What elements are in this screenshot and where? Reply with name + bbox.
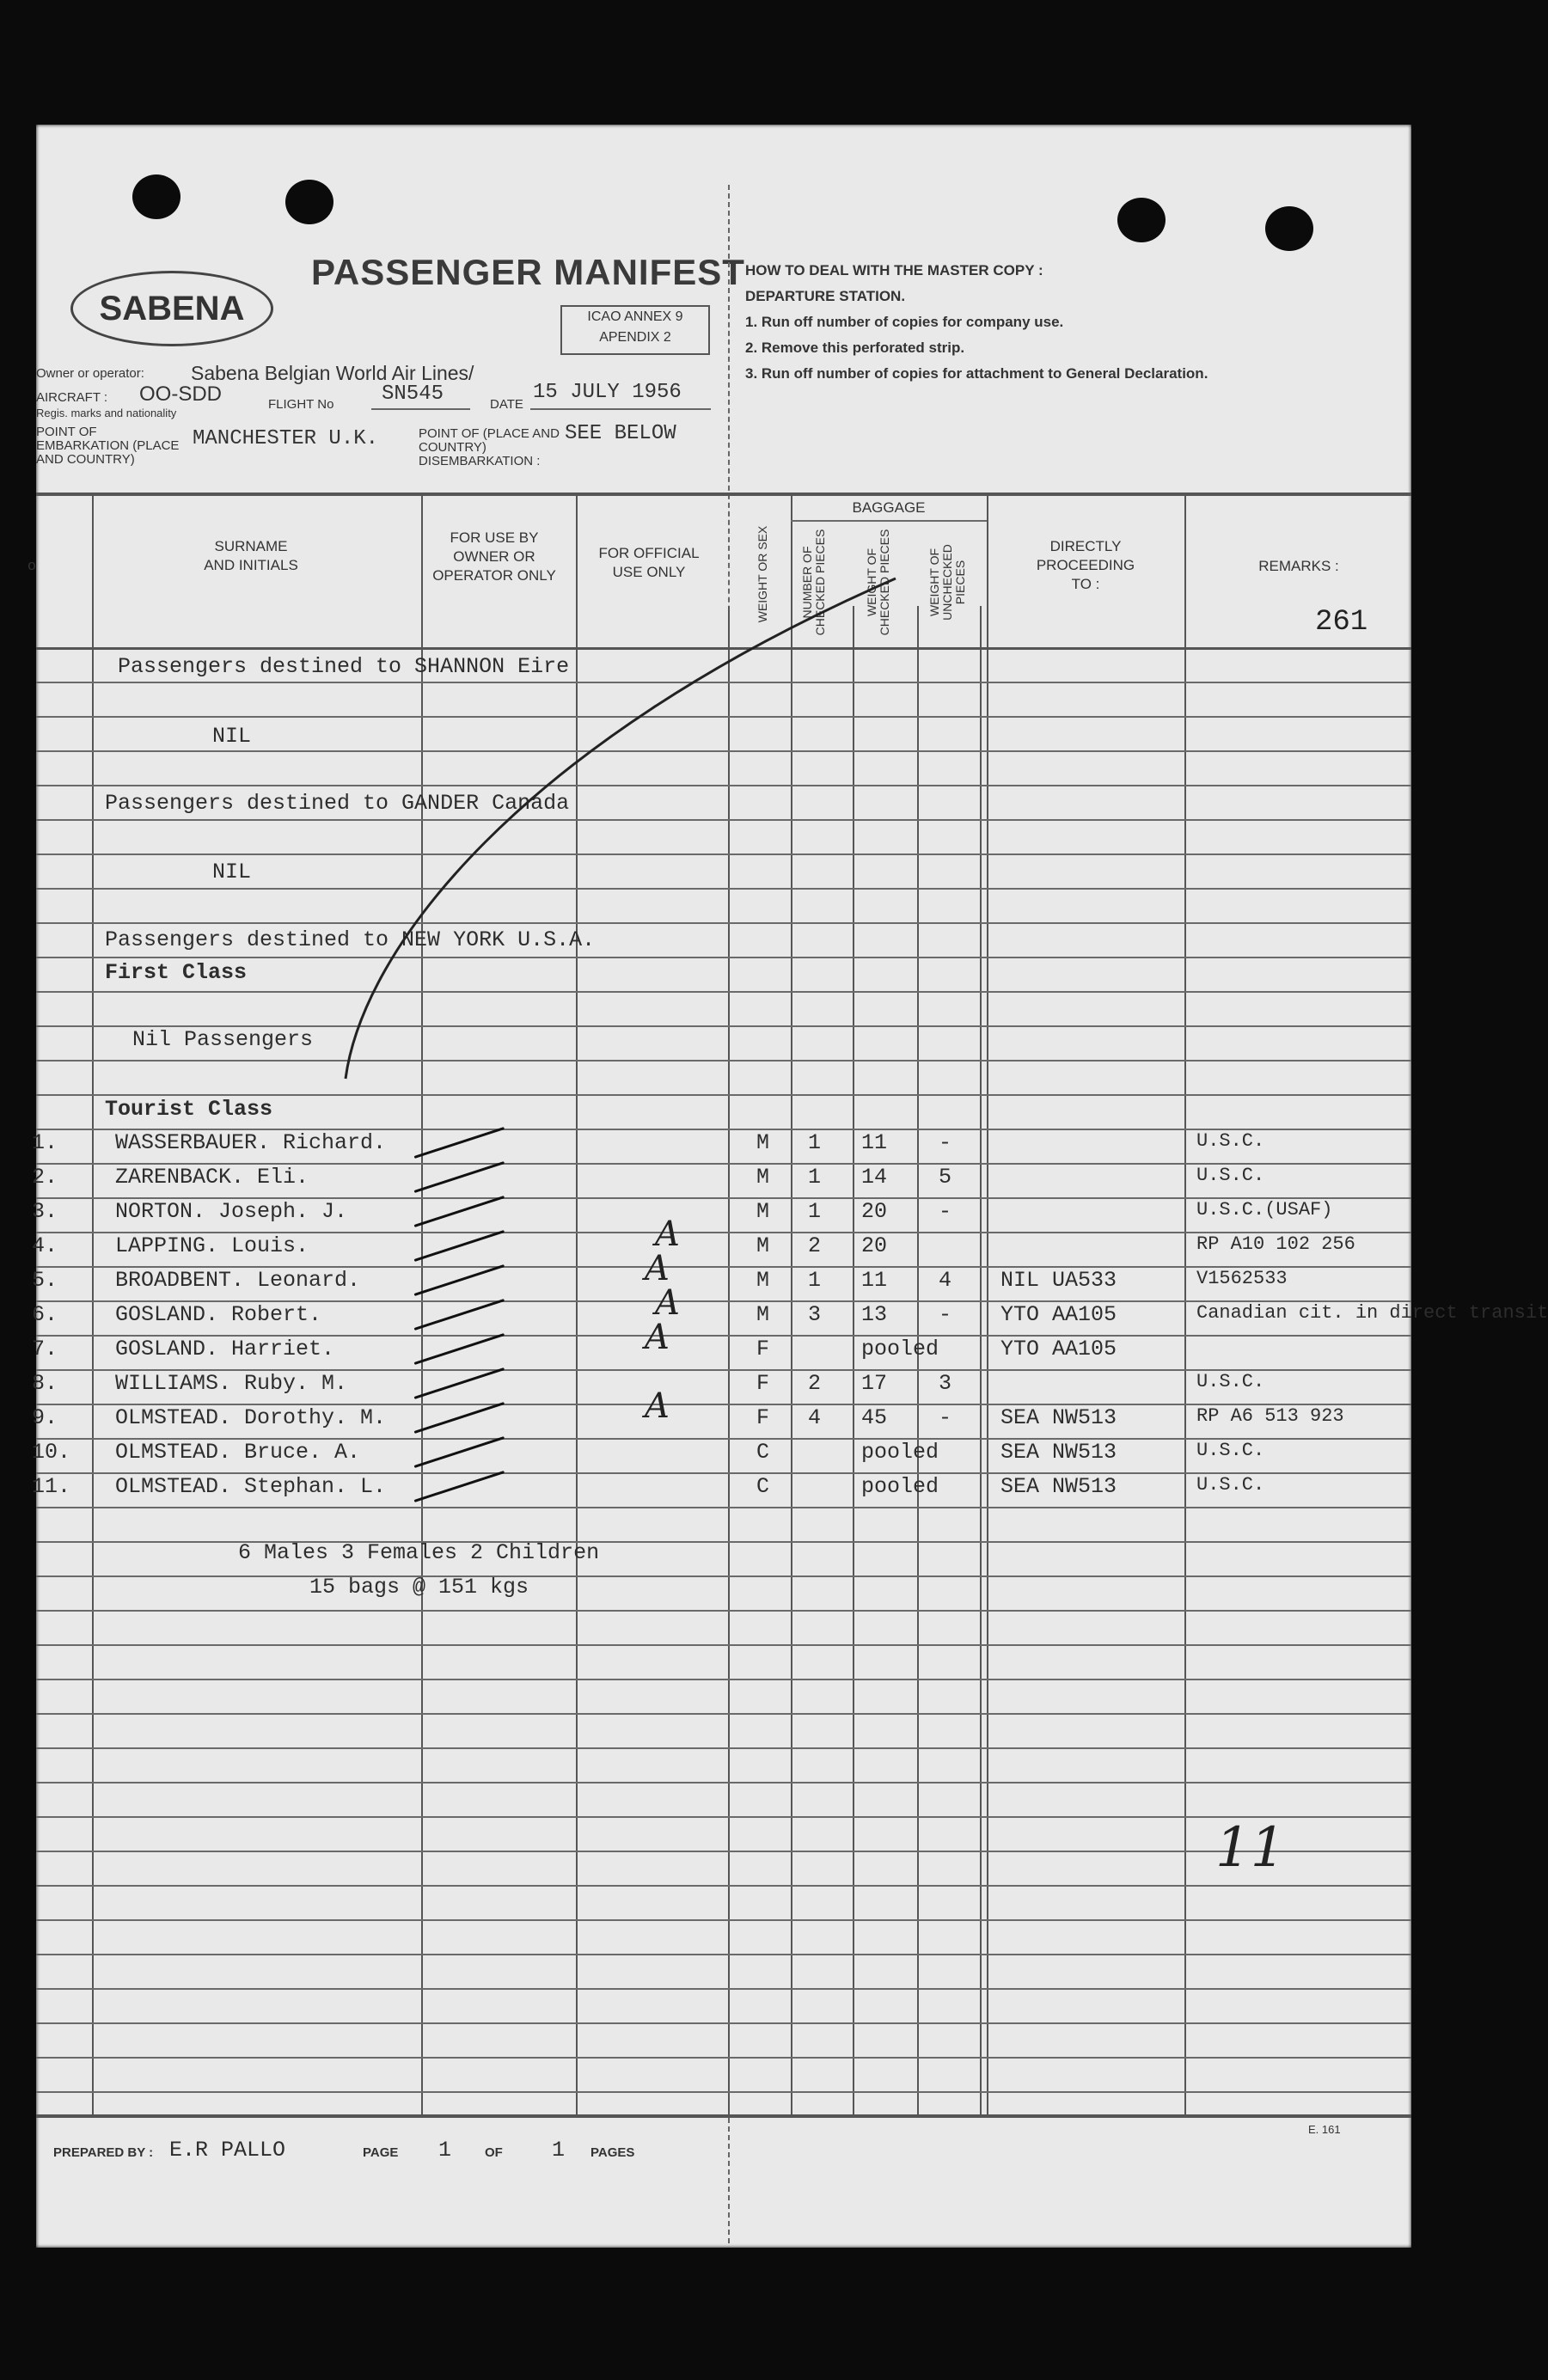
proceeding-to: YTO AA105 [1000, 1337, 1117, 1361]
proceeding-to: NIL UA533 [1000, 1268, 1117, 1293]
checked-pieces: 3 [808, 1302, 822, 1327]
passenger-remarks: U.S.C.(USAF) [1196, 1199, 1333, 1221]
section-newyork: Passengers destined to NEW YORK U.S.A. [105, 927, 596, 952]
passenger-no: 4. [32, 1233, 58, 1258]
col-no-header: o [28, 557, 36, 573]
checked-pieces: 4 [808, 1405, 822, 1430]
checked-pieces: 1 [808, 1130, 822, 1155]
col-official-header: FOR OFFICIAL USE ONLY [598, 545, 700, 580]
flight-label: FLIGHT No [268, 397, 334, 412]
checked-weight: pooled [861, 1474, 939, 1499]
checked-weight: pooled [861, 1337, 939, 1361]
icao-line2: APENDIX 2 [599, 330, 671, 345]
checked-weight: 14 [861, 1165, 888, 1190]
proceeding-to: SEA NW513 [1000, 1405, 1117, 1430]
passenger-no: 1. [32, 1130, 58, 1155]
summary-line1: 6 Males 3 Females 2 Children [238, 1540, 600, 1565]
unchecked-weight: - [939, 1130, 952, 1155]
passenger-name: ZARENBACK. Eli. [115, 1165, 309, 1190]
passenger-sex: M [756, 1233, 770, 1258]
page-value: 1 [438, 2138, 452, 2163]
passenger-name: NORTON. Joseph. J. [115, 1199, 348, 1224]
instruction-item: 1. Run off number of copies for company use. [745, 314, 1064, 330]
passenger-name: LAPPING. Louis. [115, 1233, 309, 1258]
prepared-label: PREPARED BY : [53, 2145, 154, 2160]
instruction-item: 3. Run off number of copies for attachment to General Declaration. [745, 365, 1208, 382]
date-label: DATE [490, 397, 523, 412]
operator-label: Owner or operator: [36, 366, 144, 381]
icao-line1: ICAO ANNEX 9 [587, 309, 683, 324]
embark-label: POINT OF EMBARKATION (PLACE AND COUNTRY) [36, 425, 180, 467]
passenger-remarks: U.S.C. [1196, 1440, 1265, 1461]
date-value: 15 JULY 1956 [533, 381, 682, 404]
passenger-sex: C [756, 1474, 770, 1499]
passenger-no: 8. [32, 1371, 58, 1396]
pages-label: PAGES [590, 2145, 635, 2160]
col-num-checked-header: NUMBER OF CHECKED PIECES [800, 529, 827, 636]
form-code: E. 161 [1308, 2123, 1341, 2136]
checked-pieces: 2 [808, 1233, 822, 1258]
section-gander: Passengers destined to GANDER Canada [105, 791, 570, 816]
passenger-name: WILLIAMS. Ruby. M. [115, 1371, 348, 1396]
passenger-remarks: U.S.C. [1196, 1474, 1265, 1496]
passenger-remarks: U.S.C. [1196, 1371, 1265, 1392]
passenger-name: GOSLAND. Harriet. [115, 1337, 335, 1361]
unchecked-weight: - [939, 1199, 952, 1224]
disembark-value: SEE BELOW [565, 422, 676, 445]
proceeding-to: SEA NW513 [1000, 1474, 1117, 1499]
checked-weight: pooled [861, 1440, 939, 1465]
proceeding-to: SEA NW513 [1000, 1440, 1117, 1465]
passenger-name: BROADBENT. Leonard. [115, 1268, 361, 1293]
col-directly-header: DIRECTLY PROCEEDING TO : [1036, 538, 1135, 592]
passenger-no: 6. [32, 1302, 58, 1327]
col-baggage-header: BAGGAGE [852, 499, 926, 516]
passenger-remarks: V1562533 [1196, 1268, 1288, 1289]
embark-value: MANCHESTER U.K. [193, 427, 379, 450]
prepared-value: E.R PALLO [169, 2138, 286, 2163]
unchecked-weight: - [939, 1405, 952, 1430]
flight-value: SN545 [382, 382, 444, 406]
passenger-name: WASSERBAUER. Richard. [115, 1130, 387, 1155]
section-nil-passengers: Nil Passengers [132, 1027, 314, 1052]
col-remarks-header: REMARKS : [1258, 558, 1339, 574]
logo-text: SABENA [99, 289, 245, 327]
handwritten-mark: A [655, 1214, 680, 1254]
passenger-sex: M [756, 1268, 770, 1293]
col-weight-unchecked-header: WEIGHT OF UNCHECKED PIECES [927, 544, 967, 621]
unchecked-weight: 3 [939, 1371, 952, 1396]
manifest-sheet [28, 125, 1548, 2248]
passenger-no: 3. [32, 1199, 58, 1224]
checked-weight: 13 [861, 1302, 888, 1327]
checked-weight: 45 [861, 1405, 888, 1430]
passenger-remarks: U.S.C. [1196, 1130, 1265, 1152]
passenger-sex: F [756, 1405, 770, 1430]
passenger-sex: M [756, 1199, 770, 1224]
passenger-no: 10. [32, 1440, 71, 1465]
checked-weight: 20 [861, 1199, 888, 1224]
unchecked-weight: 5 [939, 1165, 952, 1190]
handwritten-curve [36, 125, 1411, 2248]
passenger-no: 7. [32, 1337, 58, 1361]
passenger-sex: M [756, 1130, 770, 1155]
passenger-sex: C [756, 1440, 770, 1465]
unchecked-weight: - [939, 1302, 952, 1327]
col-weight-checked-header: WEIGHT OF CHECKED PIECES [865, 529, 891, 636]
passenger-name: OLMSTEAD. Stephan. L. [115, 1474, 387, 1499]
instructions-title: HOW TO DEAL WITH THE MASTER COPY : [745, 262, 1043, 278]
passenger-name: GOSLAND. Robert. [115, 1302, 322, 1327]
checked-weight: 20 [861, 1233, 888, 1258]
checked-weight: 11 [861, 1268, 888, 1293]
passenger-remarks: U.S.C. [1196, 1165, 1265, 1186]
page-label: PAGE [363, 2145, 399, 2160]
section-first-class: First Class [105, 960, 248, 985]
passenger-sex: M [756, 1165, 770, 1190]
aircraft-label: AIRCRAFT : [36, 390, 108, 405]
handwritten-mark: A [645, 1318, 670, 1357]
checked-pieces: 1 [808, 1268, 822, 1293]
checked-pieces: 1 [808, 1165, 822, 1190]
section-shannon: Passengers destined to SHANNON Eire [118, 654, 570, 679]
section-nil: NIL [212, 860, 252, 884]
col-weight-sex-header: WEIGHT OR SEX [756, 525, 769, 623]
passenger-sex: F [756, 1371, 770, 1396]
summary-line2: 15 bags @ 151 kgs [309, 1575, 529, 1600]
operator-value: Sabena Belgian World Air Lines/ [191, 362, 474, 384]
proceeding-to: YTO AA105 [1000, 1302, 1117, 1327]
passenger-name: OLMSTEAD. Dorothy. M. [115, 1405, 387, 1430]
section-nil: NIL [212, 724, 252, 749]
handwritten-mark: A [655, 1283, 680, 1323]
of-value: 1 [552, 2138, 566, 2163]
passenger-remarks: Canadian cit. in direct transit [1196, 1302, 1548, 1324]
page-stamp: 261 [1315, 606, 1368, 639]
passenger-name: OLMSTEAD. Bruce. A. [115, 1440, 361, 1465]
aircraft-value: OO-SDD [139, 382, 222, 406]
passenger-remarks: RP A10 102 256 [1196, 1233, 1355, 1255]
unchecked-weight: 4 [939, 1268, 952, 1293]
passenger-sex: F [756, 1337, 770, 1361]
passenger-no: 11. [32, 1474, 71, 1499]
checked-pieces: 2 [808, 1371, 822, 1396]
passenger-no: 2. [32, 1165, 58, 1190]
handwritten-mark: A [645, 1249, 670, 1288]
passenger-remarks: RP A6 513 923 [1196, 1405, 1344, 1427]
disembark-label: POINT OF (PLACE AND COUNTRY) DISEMBARKATION : [419, 426, 560, 468]
regis-label: Regis. marks and nationality [36, 407, 177, 419]
checked-weight: 11 [861, 1130, 888, 1155]
checked-pieces: 1 [808, 1199, 822, 1224]
page-title: PASSENGER MANIFEST [311, 252, 745, 292]
col-surname-header: SURNAME AND INITIALS [204, 538, 298, 573]
section-tourist-class: Tourist Class [105, 1097, 273, 1122]
passenger-no: 5. [32, 1268, 58, 1293]
instructions-subtitle: DEPARTURE STATION. [745, 288, 906, 304]
passenger-no: 9. [32, 1405, 58, 1430]
checked-weight: 17 [861, 1371, 888, 1396]
col-owner-header: FOR USE BY OWNER OR OPERATOR ONLY [432, 529, 556, 584]
handwritten-mark: A [645, 1386, 670, 1426]
of-label: OF [485, 2145, 503, 2160]
handwritten-count: 11 [1215, 1816, 1286, 1880]
passenger-sex: M [756, 1302, 770, 1327]
instruction-item: 2. Remove this perforated strip. [745, 340, 965, 356]
